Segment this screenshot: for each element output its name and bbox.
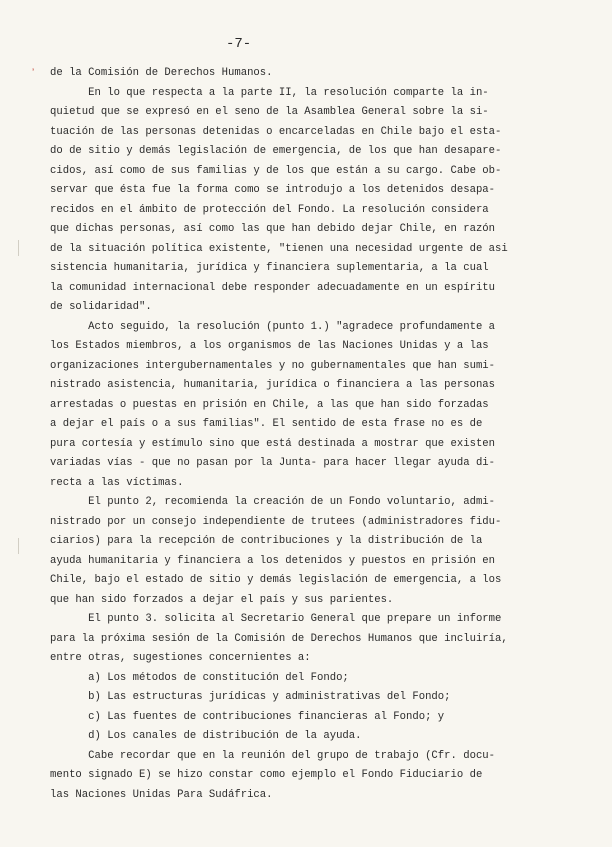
text-line: Chile, bajo el estado de sitio y demás legislación de emergencia, a los — [50, 574, 502, 586]
text-line: de la Comisión de Derechos Humanos. — [50, 67, 273, 79]
text-line: de solidaridad". — [50, 301, 152, 313]
text-line: que dichas personas, así como las que han debido dejar Chile, en razón — [50, 223, 496, 235]
margin-bracket — [18, 538, 23, 554]
text-line: los Estados miembros, a los organismos de las Naciones Unidas y a las — [50, 340, 489, 352]
text-line: arrestadas o puestas en prisión en Chile, a las que han sido forzadas — [50, 398, 489, 411]
text-line: d) Los canales de distribución de la ayuda. — [50, 730, 362, 742]
text-line: ciarios) para la recepción de contribuciones y la distribución de la — [50, 535, 483, 547]
margin-mark: ʼ — [32, 68, 35, 79]
text-line: nistrado asistencia, humanitaria, jurídica o financiera a las personas — [50, 379, 496, 391]
text-line: b) Las estructuras jurídicas y administrativas del Fondo; — [50, 691, 451, 703]
text-line: las Naciones Unidas Para Sudáfrica. — [50, 788, 273, 801]
text-line: la comunidad internacional debe responder adecuadamente en un espíritu — [50, 281, 496, 294]
text-line: recidos en el ámbito de protección del Fondo. La resolución considera — [50, 203, 489, 216]
margin-bracket — [18, 240, 23, 256]
text-line: Cabe recordar que en la reunión del grupo de trabajo (Cfr. docu- — [50, 749, 496, 762]
text-line: cidos, así como de sus familias y de los que están a su cargo. Cabe ob- — [50, 164, 502, 177]
page-number: -7- — [226, 36, 252, 52]
text-line: do de sitio y demás legislación de emergencia, de los que han desapare- — [50, 145, 502, 157]
text-line: tuación de las personas detenidas o encarceladas en Chile bajo el esta- — [50, 125, 502, 138]
text-line: sistencia humanitaria, jurídica y financiera suplementaria, a la cual — [50, 262, 489, 274]
text-line: de la situación política existente, "tienen una necesidad urgente de asi — [50, 242, 508, 255]
text-line: Acto seguido, la resolución (punto 1.) "agradece profundamente a — [50, 320, 496, 333]
text-line: a dejar el país o a sus familias". El sentido de esta frase no es de — [50, 418, 483, 430]
text-line: entre otras, sugestiones concernientes a: — [50, 652, 311, 664]
text-line: organizaciones intergubernamentales y no gubernamentales que han sumi- — [50, 359, 496, 372]
text-line: c) Las fuentes de contribuciones financieras al Fondo; y — [50, 710, 445, 723]
text-line: En lo que respecta a la parte II, la resolución comparte la in- — [50, 86, 489, 99]
text-line: quietud que se expresó en el seno de la Asamblea General sobre la si- — [50, 106, 489, 118]
text-line: servar que ésta fue la forma como se introdujo a los detenidos desapa- — [50, 184, 496, 196]
text-line: recta a las víctimas. — [50, 476, 184, 489]
text-line: nistrado por un consejo independiente de trutees (administradores fidu- — [50, 515, 502, 528]
text-line: para la próxima sesión de la Comisión de Derechos Humanos que incluiría, — [50, 632, 508, 645]
text-line: pura cortesía y estímulo sino que está destinada a mostrar que existen — [50, 437, 496, 450]
text-line: que han sido forzados a dejar el país y sus parientes. — [50, 593, 394, 606]
text-line: El punto 3. solicita al Secretario General que prepare un informe — [50, 613, 502, 625]
text-line: El punto 2, recomienda la creación de un Fondo voluntario, admi- — [50, 496, 496, 508]
text-line: ayuda humanitaria y financiera a los detenidos y puestos en prisión en — [50, 554, 496, 567]
text-line: mento signado E) se hizo constar como ejemplo el Fondo Fiduciario de — [50, 769, 483, 781]
text-line: variadas vías - que no pasan por la Junta- para hacer llegar ayuda di- — [50, 457, 496, 469]
text-line: a) Los métodos de constitución del Fondo; — [50, 671, 349, 684]
body-text — [50, 64, 590, 805]
